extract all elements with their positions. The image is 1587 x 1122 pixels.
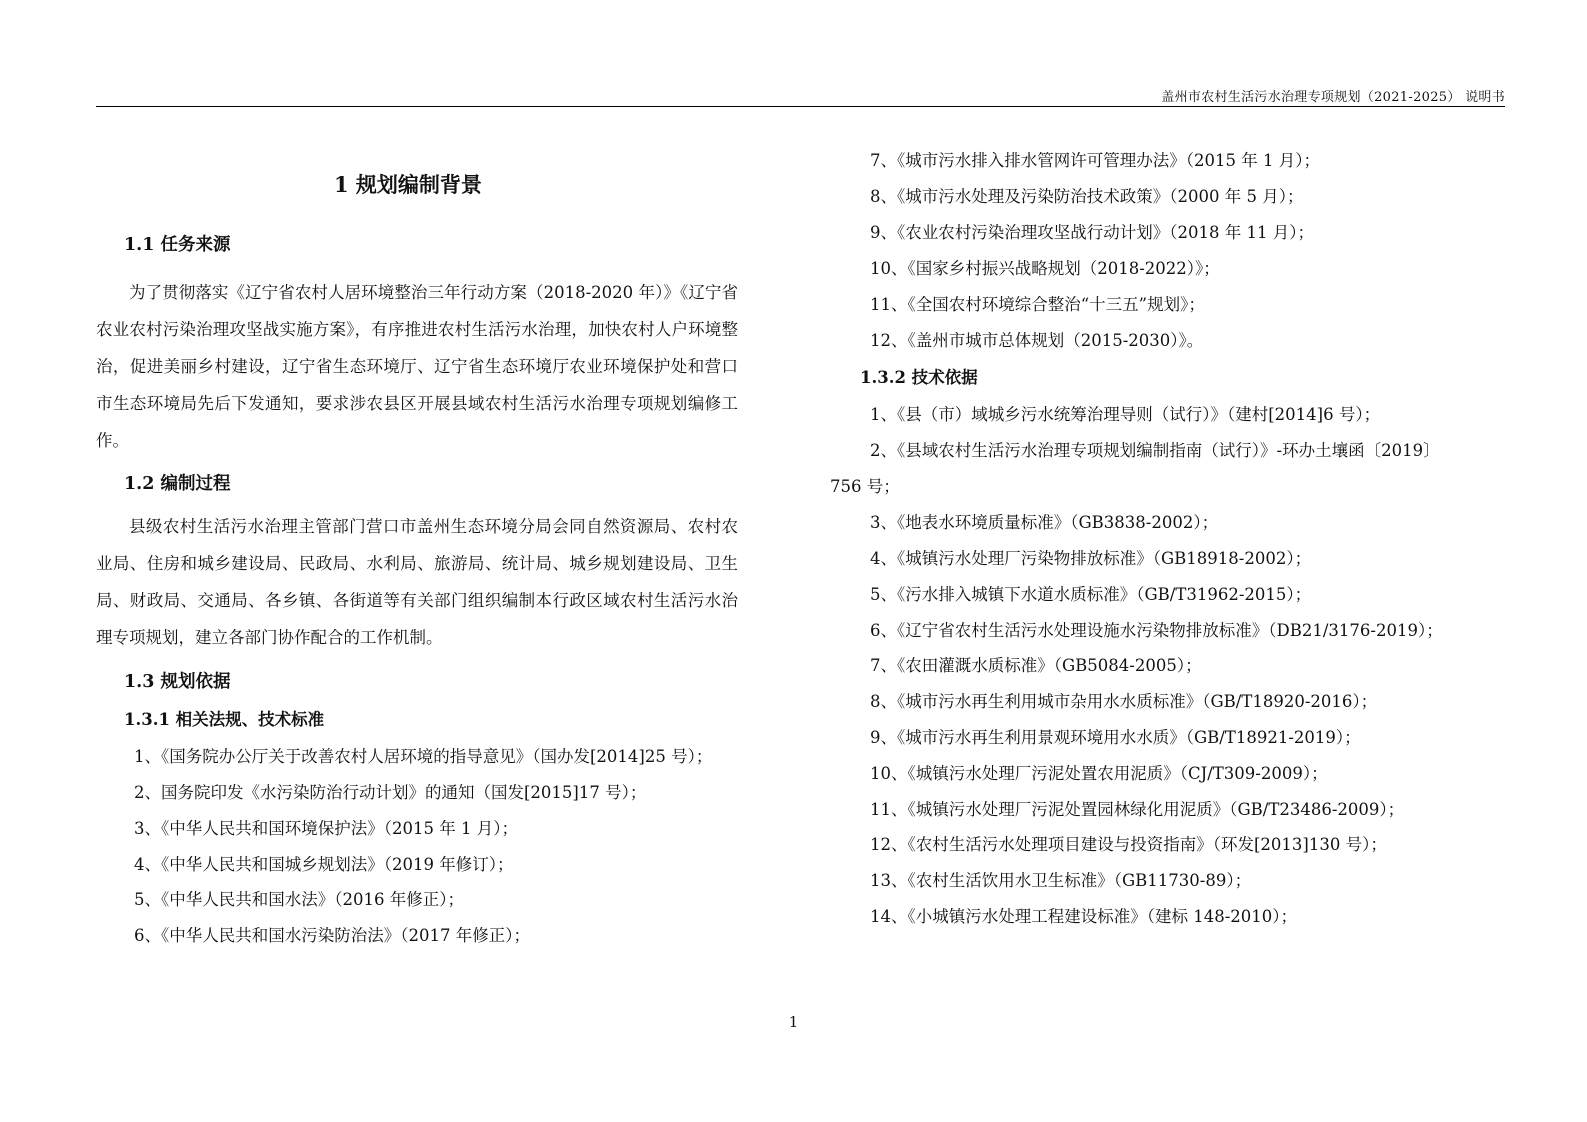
list-item: 11、《城镇污水处理厂污泥处置园林绿化用泥质》（GB/T23486-2009）； — [870, 800, 1405, 819]
list-item: 4、《中华人民共和国城乡规划法》（2019 年修订）； — [134, 855, 514, 874]
list-item: 12、《盖州市城市总体规划（2015-2030）》。 — [870, 331, 1204, 350]
list-item: 10、《国家乡村振兴战略规划（2018-2022）》； — [870, 259, 1220, 278]
list-item: 9、《农业农村污染治理攻坚战行动计划》（2018 年 11 月）； — [870, 223, 1314, 242]
list-item: 5、《污水排入城镇下水道水质标准》（GB/T31962-2015）； — [870, 585, 1312, 604]
list-item: 11、《全国农村环境综合整治“十三五”规划》； — [870, 295, 1205, 314]
list-item: 1、《县（市）域城乡污水统筹治理导则（试行）》（建村[2014]6 号）； — [870, 405, 1381, 424]
list-item: 5、《中华人民共和国水法》（2016 年修正）； — [134, 890, 464, 909]
section-1-2-title: 1.2 编制过程 — [124, 474, 231, 494]
section-1-1-paragraph: 为了贯彻落实《辽宁省农村人居环境整治三年行动方案（2018-2020 年）》《辽宁省农业农村污染治理攻坚战实施方案》，有序推进农村生活污水治理，加快农村人户环境整治，促进美丽乡村建设，辽宁省生态环境厅、辽宁省生态环境厅农业环境保护处和营口市生态环境局先后下发通知，要求涉农县区开展县域农村生活污水治理专项规划编修工作。 — [96, 283, 738, 450]
list-item: 2、国务院印发《水污染防治行动计划》的通知（国发[2015]17 号）； — [134, 783, 647, 802]
section-1-1-title: 1.1 任务来源 — [124, 235, 231, 255]
list-item: 8、《城市污水再生利用城市杂用水水质标准》（GB/T18920-2016）； — [870, 692, 1378, 711]
list-item: 3、《中华人民共和国环境保护法》（2015 年 1 月）； — [134, 819, 518, 838]
chapter-title: 1 规划编制背景 — [334, 172, 482, 197]
list-item: 6、《辽宁省农村生活污水处理设施水污染物排放标准》（DB21/3176-2019）； — [870, 621, 1443, 640]
list-item: 8、《城市污水处理及污染防治技术政策》（2000 年 5 月）； — [870, 187, 1304, 206]
list-item: 6、《中华人民共和国水污染防治法》（2017 年修正）； — [134, 926, 530, 945]
header-rule — [96, 106, 1505, 107]
subsection-1-3-1-title: 1.3.1 相关法规、技术标准 — [124, 710, 325, 729]
list-item: 7、《城市污水排入排水管网许可管理办法》（2015 年 1 月）； — [870, 151, 1320, 170]
list-item: 14、《小城镇污水处理工程建设标准》（建标 148-2010）； — [870, 907, 1298, 926]
list-item: 13、《农村生活饮用水卫生标准》（GB11730-89）； — [870, 871, 1252, 890]
list-item: 9、《城市污水再生利用景观环境用水水质》（GB/T18921-2019）； — [870, 728, 1361, 747]
list-item: 1、《国务院办公厅关于改善农村人居环境的指导意见》（国办发[2014]25 号）； — [134, 747, 713, 766]
list-item: 3、《地表水环境质量标准》（GB3838-2002）； — [870, 513, 1219, 532]
section-1-3-title: 1.3 规划依据 — [124, 672, 231, 692]
page-number: 1 — [788, 1013, 799, 1031]
subsection-1-3-2-title: 1.3.2 技术依据 — [860, 368, 978, 387]
list-item: 2、《县域农村生活污水治理专项规划编制指南（试行）》-环办土壤函〔2019〕 — [870, 441, 1440, 460]
section-1-2-paragraph: 县级农村生活污水治理主管部门营口市盖州生态环境分局会同自然资源局、农村农业局、住房和城乡建设局、民政局、水利局、旅游局、统计局、城乡规划建设局、卫生局、财政局、交通局、各乡镇、各街道等有关部门组织编制本行政区域农村生活污水治理专项规划，建立各部门协作配合的工作机制。 — [96, 517, 738, 647]
list-item: 12、《农村生活污水处理项目建设与投资指南》（环发[2013]130 号）； — [870, 835, 1387, 854]
running-header: 盖州市农村生活污水治理专项规划（2021-2025） 说明书 — [1161, 90, 1505, 105]
list-item: 4、《城镇污水处理厂污染物排放标准》（GB18918-2002）； — [870, 549, 1312, 568]
list-item-continuation: 756 号； — [830, 477, 900, 496]
list-item: 10、《城镇污水处理厂污泥处置农用泥质》（CJ/T309-2009）； — [870, 764, 1328, 783]
list-item: 7、《农田灌溉水质标准》（GB5084-2005）； — [870, 656, 1202, 675]
